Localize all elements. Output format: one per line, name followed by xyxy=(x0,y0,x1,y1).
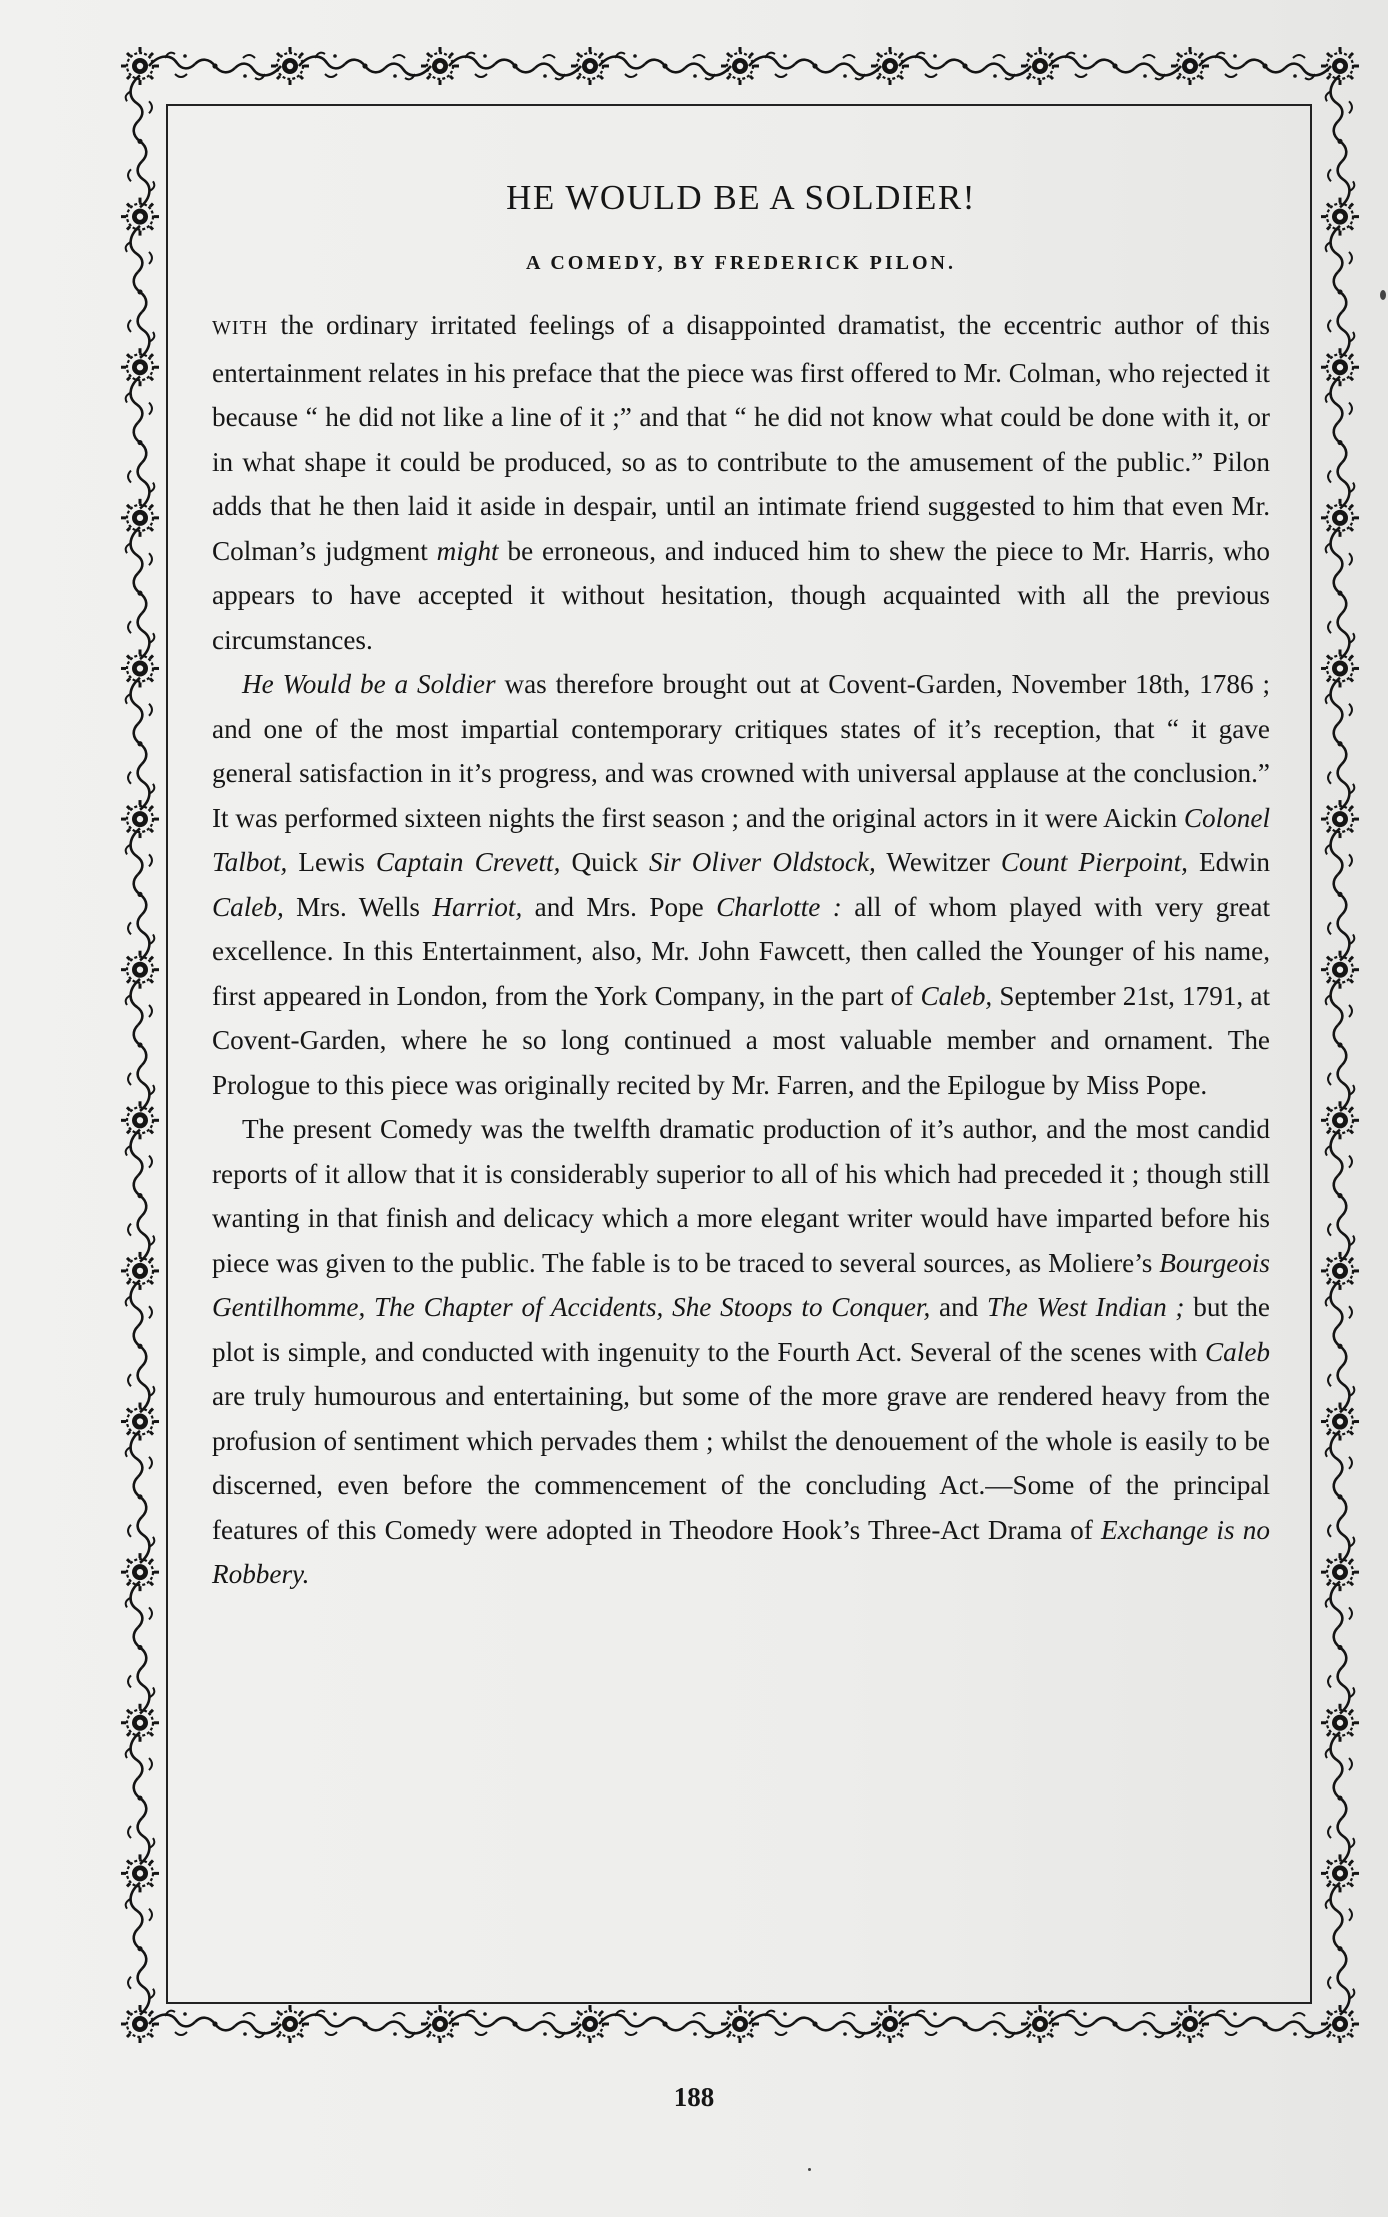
rosette-icon xyxy=(1321,1403,1359,1441)
scroll-icon xyxy=(149,2011,281,2038)
rosette-icon xyxy=(1321,47,1359,85)
rosette-icon xyxy=(1321,348,1359,386)
rosette-icon xyxy=(421,47,459,85)
rosette-icon xyxy=(121,47,159,85)
rosette-icon xyxy=(121,348,159,386)
rosette-icon xyxy=(721,47,759,85)
rosette-icon xyxy=(121,499,159,537)
scroll-icon xyxy=(299,53,431,80)
scroll-icon xyxy=(1326,377,1355,509)
scroll-icon xyxy=(599,53,731,80)
scroll-icon xyxy=(126,377,155,509)
rosette-icon xyxy=(121,800,159,838)
rosette-icon xyxy=(871,2005,909,2043)
rosette-icon xyxy=(1321,2005,1359,2043)
rosette-icon xyxy=(421,2005,459,2043)
rosette-icon xyxy=(121,1252,159,1290)
print-speck xyxy=(808,2168,811,2171)
rosette-icon xyxy=(121,649,159,687)
rosette-icon xyxy=(1321,499,1359,537)
rosette-icon xyxy=(1321,951,1359,989)
rosette-icon xyxy=(871,47,909,85)
scroll-icon xyxy=(1199,53,1331,80)
rosette-icon xyxy=(1171,2005,1209,2043)
text-block xyxy=(212,178,1270,1597)
scroll-icon xyxy=(749,53,881,80)
scroll-icon xyxy=(126,1280,155,1412)
scroll-icon xyxy=(1326,828,1355,960)
scroll-icon xyxy=(599,2011,731,2038)
scroll-icon xyxy=(449,2011,581,2038)
print-speck xyxy=(1380,290,1386,300)
scroll-icon xyxy=(126,527,155,659)
rosette-icon xyxy=(121,951,159,989)
scroll-icon xyxy=(1049,2011,1181,2038)
rosette-icon xyxy=(1321,800,1359,838)
rosette-icon xyxy=(121,1101,159,1139)
scroll-icon xyxy=(1326,1280,1355,1412)
rosette-icon xyxy=(121,198,159,236)
scroll-icon xyxy=(1326,1130,1355,1262)
rosette-icon xyxy=(121,1854,159,1892)
page-subtitle: A COMEDY, BY FREDERICK PILON. xyxy=(526,252,956,274)
scroll-icon xyxy=(899,53,1031,80)
scroll-icon xyxy=(149,53,281,80)
scroll-icon xyxy=(126,979,155,1111)
rosette-icon xyxy=(121,1553,159,1591)
paragraph-1: WITH the ordinary irritated feelings of a disappointed dramatist, the eccentric author of this entertainment relates in his preface that the piece was first offered to Mr. Colman, who rejected it because “ he did not like a line of it ;” and that “ he did not know what could be done with it, or in what shape it could be produced, so as to contribute to the amusement of the public.” Pilon adds that he then laid it aside in despair, until an intimate friend suggested to him that even Mr. Colman’s judgment might be erroneous, and induced him to shew the piece to Mr. Harris, who appears to have accepted it without hesitation, though acquainted with all the previous circumstances. xyxy=(212,310,1271,655)
scroll-icon xyxy=(1049,53,1181,80)
scroll-icon xyxy=(126,828,155,960)
rosette-icon xyxy=(571,2005,609,2043)
rosette-icon xyxy=(1321,1553,1359,1591)
scroll-icon xyxy=(1326,1732,1355,1864)
scroll-icon xyxy=(1199,2011,1331,2038)
rosette-icon xyxy=(271,2005,309,2043)
rosette-icon xyxy=(1171,47,1209,85)
scroll-icon xyxy=(749,2011,881,2038)
scroll-icon xyxy=(899,2011,1031,2038)
scroll-icon xyxy=(126,226,155,358)
paragraph-2: He Would be a Soldier was therefore brought out at Covent-Garden, November 18th, 1786 ; and one of the most impartial contemporary critiques states of it’s reception, that “ it gave general satisfaction in it’s progress, and was crowned with universal applause at the conclusion.” It was performed sixteen nights the first season ; and the original actors in it were Aickin Colonel Talbot, Lewis Captain Crevett, Quick Sir Oliver Oldstock, Wewitzer Count Pierpoint, Edwin Caleb, Mrs. Wells Harriot, and Mrs. Pope Charlotte : all of whom played with very great excellence. In this Entertainment, also, Mr. John Fawcett, then called the Younger of his name, first appeared in London, from the York Company, in the part of Caleb, September 21st, 1791, at Covent-Garden, where he so long continued a most valuable member and ornament. The Prologue to this piece was originally recited by Mr. Farren, and the Epilogue by Miss Pope. xyxy=(212,669,1271,1100)
rosette-icon xyxy=(1321,1854,1359,1892)
scroll-icon xyxy=(1326,979,1355,1111)
page-number: 188 xyxy=(673,2082,715,2112)
rosette-icon xyxy=(1021,47,1059,85)
scroll-icon xyxy=(126,1732,155,1864)
scroll-icon xyxy=(126,1130,155,1262)
scroll-icon xyxy=(1326,527,1355,659)
rosette-icon xyxy=(1021,2005,1059,2043)
scroll-icon xyxy=(126,1431,155,1563)
rosette-icon xyxy=(1321,1252,1359,1290)
rosette-icon xyxy=(121,1403,159,1441)
rosette-icon xyxy=(121,1704,159,1742)
scroll-icon xyxy=(126,1883,155,2015)
rosette-icon xyxy=(271,47,309,85)
scroll-icon xyxy=(126,1581,155,1713)
rosette-icon xyxy=(571,47,609,85)
rosette-icon xyxy=(1321,1704,1359,1742)
rosette-icon xyxy=(121,2005,159,2043)
paragraph-3: The present Comedy was the twelfth dramatic production of it’s author, and the most candid reports of it allow that it is considerably superior to all of his which had preceded it ; though still wanting in that finish and delicacy which a more elegant writer would have imparted before his piece was given to the public. The fable is to be traced to several sources, as Moliere’s Bourgeois Gentilhomme, The Chapter of Accidents, She Stoops to Conquer, and The West Indian ; but the plot is simple, and conducted with ingenuity to the Fourth Act. Several of the scenes with Caleb are truly humourous and entertaining, but some of the more grave are rendered heavy from the profusion of sentiment which pervades them ; whilst the denouement of the whole is easily to be discerned, even before the commencement of the concluding Act.—Some of the principal features of this Comedy were adopted in Theodore Hook’s Three-Act Drama of Exchange is no Robbery. xyxy=(212,1114,1270,1589)
scroll-icon xyxy=(449,53,581,80)
scroll-icon xyxy=(1326,75,1355,207)
rosette-icon xyxy=(1321,198,1359,236)
page-title: HE WOULD BE A SOLDIER! xyxy=(506,178,976,217)
scroll-icon xyxy=(299,2011,431,2038)
scroll-icon xyxy=(1326,1431,1355,1563)
rosette-icon xyxy=(721,2005,759,2043)
scroll-icon xyxy=(1326,1581,1355,1713)
scroll-icon xyxy=(1326,678,1355,810)
rosette-icon xyxy=(1321,649,1359,687)
scroll-icon xyxy=(1326,1883,1355,2015)
drop-word: WITH xyxy=(212,317,269,339)
scroll-icon xyxy=(126,75,155,207)
rosette-icon xyxy=(1321,1101,1359,1139)
scroll-icon xyxy=(126,678,155,810)
scroll-icon xyxy=(1326,226,1355,358)
